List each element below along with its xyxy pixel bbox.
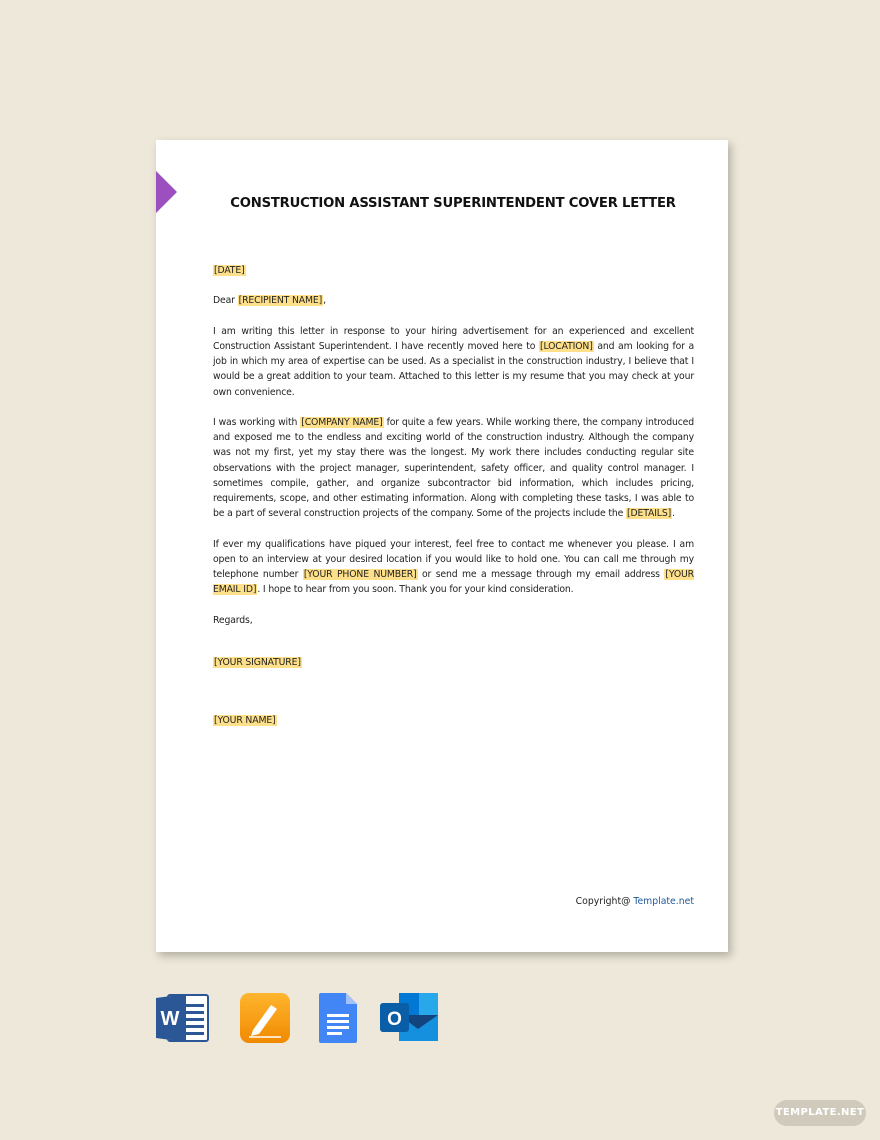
- email-placeholder: [YOUR EMAIL ID]: [213, 569, 694, 596]
- paragraph-2: I was working with [COMPANY NAME] for quite a few years. While working there, the company introduced and exposed me to the endless and exciting world of the construction industry. Although the company was not my first, yet my stay there was the longest. My work there includes conducting regular site observations with the project manager, superintendent, safety officer, and quality control manager. I sometimes compile, gather, and organize subcontractor bid information, which includes pricing, requirements, scope, and other estimating information. Along with completing these tasks, I was able to be a part of several construction projects of the company. Some of the projects include the [DETAILS].: [213, 416, 694, 520]
- copyright-link[interactable]: Template.net: [633, 896, 694, 907]
- document-title: CONSTRUCTION ASSISTANT SUPERINTENDENT COVER LETTER: [230, 196, 676, 211]
- paragraph-1: I am writing this letter in response to your hiring advertisement for an experienced and excellent Construction Assistant Superintendent. I have recently moved here to [LOCATION] and am looking for a job in which my area of expertise can be used. As a specialist in the construction industry, I believe that I would be a great addition to your team. Attached to this letter is my resume that you may check at your own convenience.: [213, 325, 695, 398]
- app-icons: [0, 992, 880, 1044]
- word-letter: W: [160, 1008, 180, 1030]
- phone-placeholder: [YOUR PHONE NUMBER]: [303, 569, 417, 580]
- closing: Regards,: [213, 614, 253, 626]
- document-page: [156, 140, 728, 952]
- google-docs-icon[interactable]: [318, 992, 358, 1044]
- pages-icon[interactable]: [239, 992, 291, 1044]
- date-placeholder: [DATE]: [214, 265, 245, 276]
- signature-line: [213, 655, 694, 670]
- recipient-placeholder: [RECIPIENT NAME]: [238, 295, 323, 307]
- letter-body: [213, 263, 694, 728]
- outlook-letter: O: [387, 1009, 402, 1030]
- date-line: [213, 263, 694, 278]
- word-icon[interactable]: [156, 992, 210, 1044]
- location-placeholder: [LOCATION]: [539, 340, 593, 352]
- name-line: [213, 713, 694, 728]
- paragraph-3: If ever my qualifications have piqued your interest, feel free to contact me whenever you please. I am open to an interview at your desired location if you would like to hold one. You can call me through my telephone number [YOUR PHONE NUMBER] or send me a message through my email address [YOUR EMAIL ID]. I hope to hear from you soon. Thank you for your kind consideration.: [213, 538, 694, 596]
- outlook-icon[interactable]: [379, 992, 439, 1044]
- salutation: Dear [RECIPIENT NAME],: [213, 295, 326, 307]
- company-placeholder: [COMPANY NAME]: [301, 416, 383, 428]
- copyright: Copyright@ Template.net: [575, 896, 694, 907]
- details-placeholder: [DETAILS]: [626, 508, 672, 520]
- signature-placeholder: [YOUR SIGNATURE]: [214, 656, 301, 668]
- template-net-badge[interactable]: TEMPLATE.NET: [774, 1100, 866, 1126]
- name-placeholder: [YOUR NAME]: [214, 715, 276, 726]
